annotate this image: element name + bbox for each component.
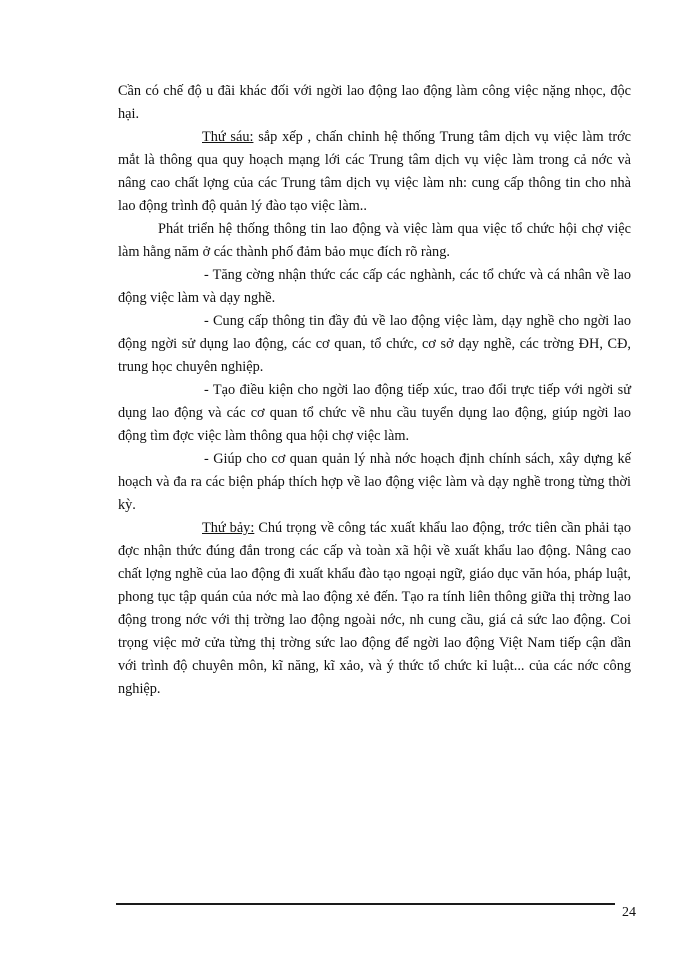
- heading-thu-bay: Thứ bảy:: [202, 520, 255, 536]
- paragraph-1: Cần có chế độ u đãi khác đối với ngời lao động lao động làm công việc nặng nhọc, độc hại.: [118, 83, 631, 122]
- footer-divider: [116, 903, 615, 905]
- paragraph-thu-bay-text: Chú trọng về công tác xuất khẩu lao động, trớc tiên cần phải tạo đợc nhận thức đúng đắn trong các cấp và toàn xã hội về xuất khẩu lao động. Nâng cao chất lợng nghề của lao động đi xuất khẩu đào tạo ngoại ngữ, giáo dục văn hóa, pháp luật, phong tục tập quán của nớc mà lao động xẻ đến. Tạo ra tính liên thông giữa thị trờng lao động trong nớc với thị trờng lao động ngoài nớc, nh cung cầu, giá cả sức lao động. Coi trọng việc mở cửa từng thị trờng sức lao động để ngời lao động Việt Nam tiếp cận dần với trình độ chuyên môn, kĩ năng, kĩ xảo, và ý thức tổ chức kỉ luật... của các nớc công nghiệp.: [118, 520, 631, 697]
- paragraph-3: Phát triển hệ thống thông tin lao động và việc làm qua việc tổ chức hội chợ việc làm hằng năm ở các thành phố đảm bảo mục đích rõ ràng.: [118, 221, 631, 260]
- paragraph-thu-sau: [118, 126, 631, 218]
- paragraph-thu-sau-text: sắp xếp , chấn chỉnh hệ thống Trung tâm dịch vụ việc làm trớc mắt là thông qua quy hoạch mạng lới các Trung tâm dịch vụ việc làm trong cả nớc và nâng cao chất lợng của các Trung tâm dịch vụ việc làm nh: cung cấp thông tin cho nhà lao động trình độ quản lý đào tạo việc làm..: [118, 129, 631, 214]
- bullet-item-1: - Tăng cờng nhận thức các cấp các nghành, các tổ chức và cá nhân về lao động việc làm và dạy nghề.: [118, 267, 631, 306]
- bullet-item-3: - Tạo điều kiện cho ngời lao động tiếp xúc, trao đổi trực tiếp với ngời sử dụng lao động và các cơ quan tổ chức về nhu cầu tuyển dụng lao động, giúp ngời lao động tìm đợc việc làm thông qua hội chợ việc làm.: [118, 382, 631, 444]
- paragraph-thu-bay: [118, 517, 631, 701]
- body-text: [118, 80, 631, 701]
- bullet-item-2: - Cung cấp thông tin đầy đủ về lao động việc làm, dạy nghề cho ngời lao động ngời sử dụng lao động, các cơ quan, tổ chức, cơ sở dạy nghề, các trờng ĐH, CĐ, trung học chuyên nghiệp.: [118, 313, 631, 375]
- page-number: 24: [622, 905, 636, 920]
- heading-thu-sau: Thứ sáu:: [202, 129, 254, 145]
- bullet-item-4: - Giúp cho cơ quan quản lý nhà nớc hoạch định chính sách, xây dựng kế hoạch và đa ra các biện pháp thích hợp về lao động việc làm và dạy nghề trong từng thời kỳ.: [118, 451, 631, 513]
